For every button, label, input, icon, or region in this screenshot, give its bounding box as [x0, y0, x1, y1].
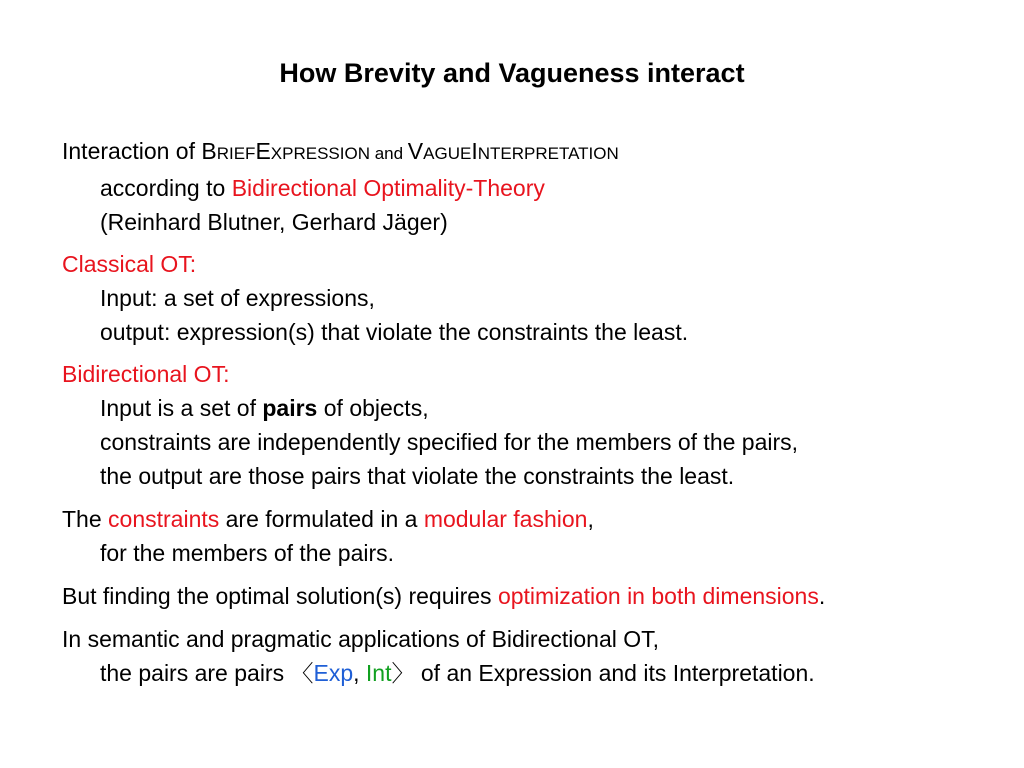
line-interaction [62, 134, 1022, 171]
text: the pairs are pairs [100, 660, 291, 686]
left-angle-bracket: 〈 [290, 660, 314, 686]
line-authors: (Reinhard Blutner, Gerhard Jäger) [100, 209, 448, 235]
line-classical-output: output: expression(s) that violate the constraints the least. [100, 319, 689, 345]
highlight-bidirectional-ot: Bidirectional Optimality-Theory [231, 175, 545, 201]
heading-bidirectional-ot: Bidirectional OT: [62, 361, 230, 387]
smallcaps-I: I [471, 138, 478, 164]
slide-body [62, 134, 1022, 690]
highlight-exp: Exp [313, 660, 354, 686]
smallcaps-xpression: XPRESSION [270, 144, 370, 163]
text: But finding the optimal solution(s) requires [62, 583, 498, 609]
text: are formulated in a [219, 506, 424, 532]
text: Interaction of [62, 138, 202, 164]
line-bidirectional-constraints: constraints are independently specified for the members of the pairs, [100, 429, 799, 455]
paragraph-applications [62, 622, 1022, 690]
smallcaps-rief: RIEF [216, 144, 256, 163]
highlight-int: Int [365, 660, 392, 686]
paragraph-optimization [62, 579, 1022, 613]
highlight-modular-fashion: modular fashion [423, 506, 588, 532]
paragraph-bidirectional-ot [62, 357, 1022, 493]
highlight-optimization: optimization in both dimensions [497, 583, 819, 609]
text: according to [100, 175, 232, 201]
paragraph-interaction [62, 134, 1022, 239]
right-angle-bracket: 〉 [391, 660, 415, 686]
text: The [62, 506, 109, 532]
paragraph-constraints [62, 502, 1022, 570]
line-constraints [62, 502, 1022, 536]
smallcaps-V: V [407, 138, 424, 164]
line-according-to [62, 171, 1022, 205]
text: Input is a set of [100, 395, 263, 421]
text: of an Expression and its Interpretation. [414, 660, 815, 686]
line-applications: In semantic and pragmatic applications of Bidirectional OT, [62, 626, 660, 652]
smallcaps-ague: AGUE [423, 144, 472, 163]
line-optimization [62, 579, 1022, 613]
line-members: for the members of the pairs. [100, 540, 395, 566]
slide-title: How Brevity and Vagueness interact [279, 58, 745, 88]
smallcaps-nterpretation: NTERPRETATION [477, 144, 619, 163]
text: , [587, 506, 594, 532]
line-bidirectional-input [62, 391, 1022, 425]
text: . [818, 583, 826, 609]
smallcaps-B: B [201, 138, 217, 164]
highlight-constraints: constraints [108, 506, 220, 532]
line-pairs [62, 656, 1022, 690]
line-classical-input: Input: a set of expressions, [100, 285, 375, 311]
smallcaps-E: E [255, 138, 271, 164]
heading-classical-ot: Classical OT: [62, 251, 197, 277]
bold-pairs: pairs [262, 395, 318, 421]
text: of objects, [317, 395, 429, 421]
text: , [353, 660, 366, 686]
line-bidirectional-output: the output are those pairs that violate the constraints the least. [100, 463, 735, 489]
paragraph-classical-ot [62, 247, 1022, 349]
text-and: and [369, 144, 408, 163]
